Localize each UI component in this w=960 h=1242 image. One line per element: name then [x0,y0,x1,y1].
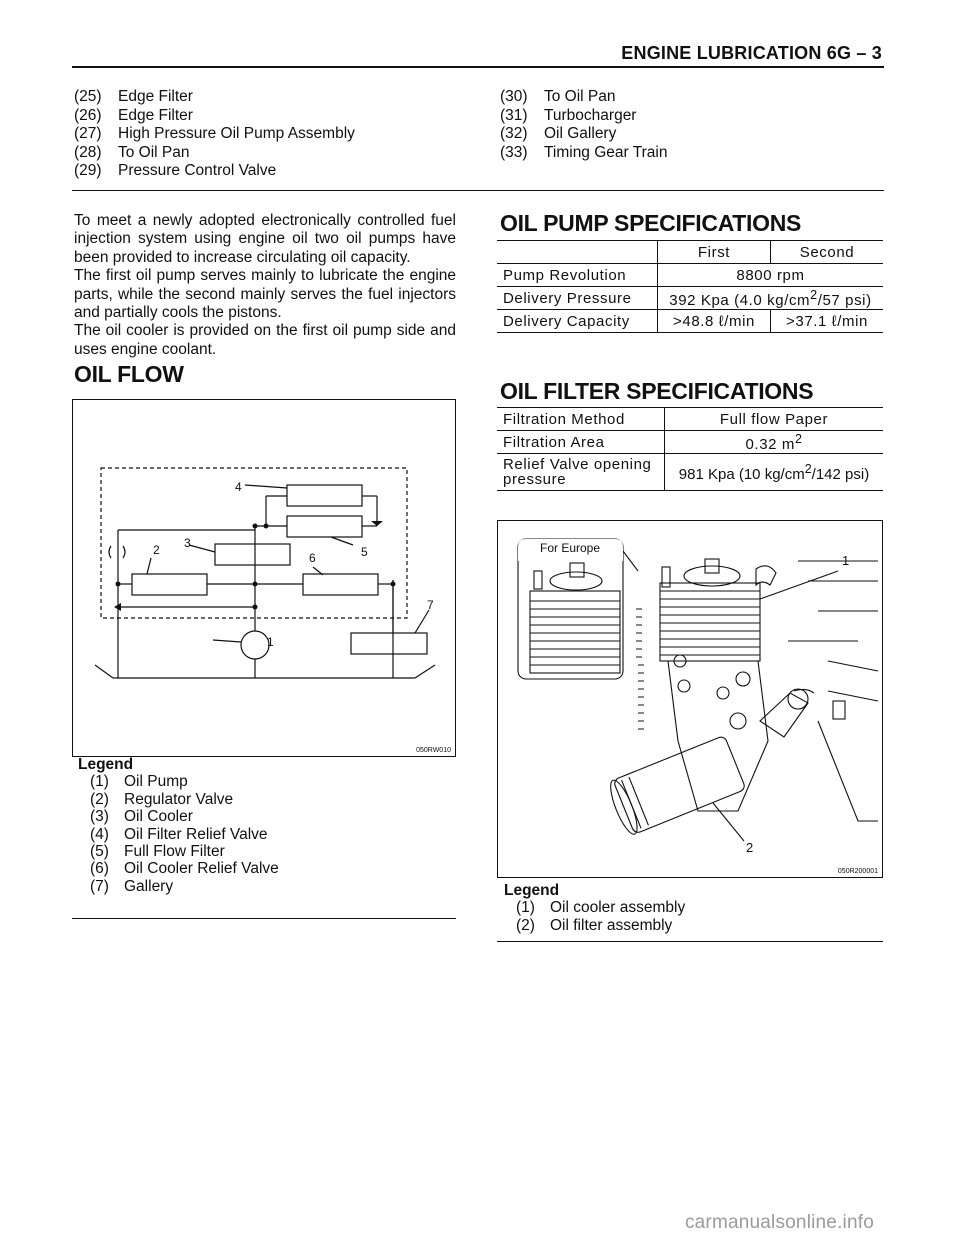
legend-item: (4) Oil Filter Relief Valve [90,825,268,843]
legend-title: Legend [78,756,134,773]
section-rule [497,941,883,942]
oil-filter-legend [504,882,685,934]
inset-cooler [530,563,620,673]
legend-item: (2) Oil filter assembly [516,916,673,934]
table-row [497,310,883,333]
oil-flow-schematic [73,400,455,756]
legend-item: (1) Oil cooler assembly [516,899,686,917]
parts-list-right [500,88,667,162]
column-header-second: Second [771,241,884,264]
oil-flow-heading: OIL FLOW [74,361,184,387]
diagram-label-2: 2 [153,543,160,557]
watermark: carmanualsonline.info [684,1212,874,1233]
oil-cooler-relief-valve-box [303,574,378,595]
oil-cooler-illustration [498,521,882,877]
section-rule [72,190,884,191]
filter-specs-table [497,407,883,491]
legend-item: (6) Oil Cooler Relief Valve [90,860,279,878]
legend-item: (7) Gallery [90,877,174,895]
oil-flow-legend [78,756,279,895]
list-item: (31) Turbocharger [500,106,637,124]
legend-item: (5) Full Flow Filter [90,843,225,861]
row-label: Pump Revolution [497,264,658,287]
legend-item: (2) Regulator Valve [90,790,234,808]
intro-paragraph: The oil cooler is provided on the first oil pump side and uses engine coolant. [74,322,456,358]
figure-code: 050RW010 [416,747,451,754]
oil-filter-figure [497,520,883,878]
diagram-label-1: 1 [267,635,274,649]
row-label: Relief Valve opening pressure [497,454,665,491]
legend-title: Legend [504,882,560,899]
regulator-valve-box [132,574,207,595]
table-row [497,287,883,310]
callout-1: 1 [842,553,850,568]
filter-canister [606,735,746,837]
inset-label: For Europe [540,541,601,555]
section-rule [72,918,456,919]
list-item: (29) Pressure Control Valve [74,162,277,180]
row-label: Delivery Pressure [497,287,658,310]
row-label: Filtration Method [497,408,665,431]
column-header-first: First [658,241,771,264]
row-value: 8800 rpm [658,264,884,287]
oil-pump-circle [241,631,269,659]
main-cooler [660,559,776,661]
row-value: Full flow Paper [665,408,884,431]
intro-paragraph: The first oil pump serves mainly to lubricate the engine parts, while the second mainly serves the fuel injectors and partially cools the pistons. [74,267,456,322]
list-item: (30) To Oil Pan [500,88,616,105]
legend-item: (1) Oil Pump [90,773,188,791]
pump-specs-heading: OIL PUMP SPECIFICATIONS [500,210,802,236]
diagram-label-5: 5 [361,545,368,559]
pump-specs-table [497,240,883,333]
table-row [497,241,883,264]
full-flow-filter-box [287,516,362,537]
list-item: (32) Oil Gallery [500,125,617,143]
row-value: 392 Kpa (4.0 $kg/cm^2/57$ psi) [658,287,884,310]
row-value: 981 Kpa (10 $kg/cm^2/142$ psi) [665,454,884,491]
oil-flow-diagram [72,399,456,757]
diagram-label-4: 4 [235,480,242,494]
page-header: ENGINE LUBRICATION 6G – 3 [621,43,882,63]
row-label: Filtration Area [497,431,665,454]
row-label: Delivery Capacity [497,310,658,333]
callout-2: 2 [746,840,754,855]
row-value-second: >37.1 ℓ/min [771,310,884,333]
intro-paragraph: To meet a newly adopted electronically controlled fuel injection system using engine oil two oil pumps have been provided to increase circulating oil capacity. [74,212,456,266]
list-item: (33) Timing Gear Train [500,143,668,161]
list-item: (27) High Pressure Oil Pump Assembly [74,125,355,143]
diagram-label-7: 7 [427,598,434,612]
table-row [497,431,883,454]
intro-text [74,212,456,359]
list-item: (26) Edge Filter [74,106,193,124]
figure-code: 050R200001 [837,868,878,875]
parts-list-left [74,88,355,181]
list-item: (28) To Oil Pan [74,143,190,161]
row-value-first: >48.8 ℓ/min [658,310,771,333]
header-rule [72,66,884,68]
diagram-label-6: 6 [309,551,316,565]
diagram-label-3: 3 [184,536,191,550]
row-value: 0.32 $m^2$ [665,431,884,454]
oil-cooler-box [215,544,290,565]
legend-item: (3) Oil Cooler [90,808,193,826]
table-row [497,264,883,287]
table-row [497,408,883,431]
filter-specs-heading: OIL FILTER SPECIFICATIONS [500,378,814,404]
table-row [497,454,883,491]
list-item: (25) Edge Filter [74,88,193,105]
oil-filter-relief-valve-box [287,485,362,506]
gallery-box [351,633,427,654]
